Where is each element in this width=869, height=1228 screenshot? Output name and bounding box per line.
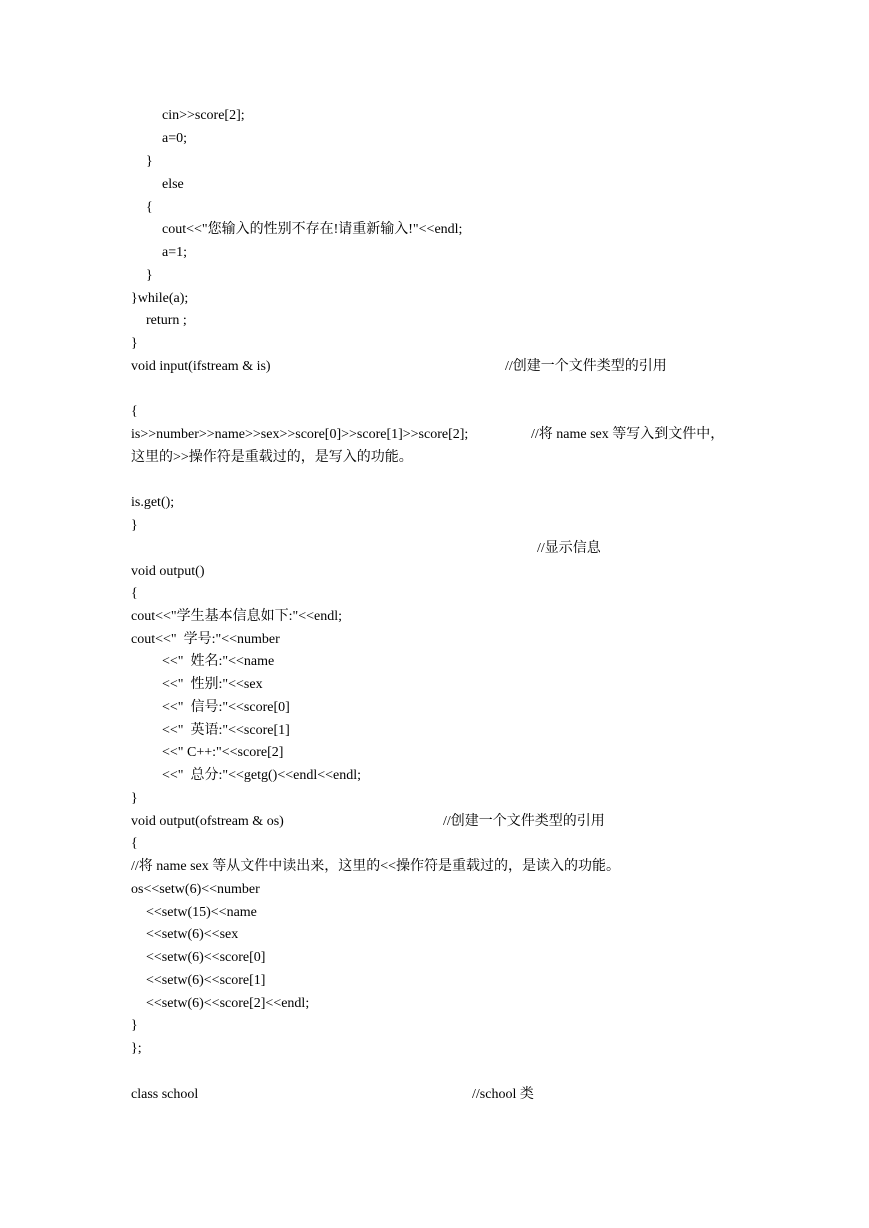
code-line: }; [131, 1041, 142, 1056]
code-comment: //显示信息 [537, 541, 601, 556]
code-line: <<" 性别:"<<sex [162, 677, 263, 692]
code-line: <<setw(15)<<name [146, 905, 257, 920]
code-line: { [131, 404, 138, 419]
code-line: void output() [131, 564, 205, 579]
code-comment: //school 类 [472, 1087, 534, 1102]
code-line: cin>>score[2]; [162, 108, 245, 123]
code-line: class school [131, 1087, 199, 1102]
code-line: return ; [146, 313, 187, 328]
code-line: <<" C++:"<<score[2] [162, 745, 284, 760]
code-line: } [131, 518, 138, 533]
code-line: <<" 英语:"<<score[1] [162, 723, 290, 738]
code-line: else [162, 177, 184, 192]
code-line: a=0; [162, 131, 187, 146]
code-line: os<<setw(6)<<number [131, 882, 260, 897]
code-line: <<" 姓名:"<<name [162, 654, 275, 669]
code-line: { [131, 586, 138, 601]
code-line: <<setw(6)<<score[0] [146, 950, 266, 965]
code-line: cout<<"学生基本信息如下:"<<endl; [131, 609, 342, 624]
code-line: }while(a); [131, 291, 189, 306]
code-line: } [131, 791, 138, 806]
code-line: <<setw(6)<<score[2]<<endl; [146, 996, 310, 1011]
code-line: } [131, 1018, 138, 1033]
code-line: <<" 总分:"<<getg()<<endl<<endl; [162, 768, 362, 783]
code-comment: //将 name sex 等从文件中读出来，这里的<<操作符是重载过的，是读入的功能。 [131, 859, 621, 874]
code-line: } [146, 268, 153, 283]
code-line: is.get(); [131, 495, 175, 510]
code-line: void output(ofstream & os) [131, 814, 284, 829]
code-line: cout<<" 学号:"<<number [131, 632, 280, 647]
code-line: is>>number>>name>>sex>>score[0]>>score[1]>>score[2]; [131, 427, 469, 442]
code-line: } [146, 154, 153, 169]
code-line: } [131, 336, 138, 351]
code-line: { [131, 836, 138, 851]
code-line: <<setw(6)<<sex [146, 927, 239, 942]
code-comment: 这里的>>操作符是重载过的，是写入的功能。 [131, 450, 413, 465]
code-line: <<" 信号:"<<score[0] [162, 700, 290, 715]
code-line: a=1; [162, 245, 187, 260]
code-comment: //创建一个文件类型的引用 [505, 359, 667, 374]
code-line: void input(ifstream & is) [131, 359, 271, 374]
code-line: <<setw(6)<<score[1] [146, 973, 266, 988]
code-comment: //创建一个文件类型的引用 [443, 814, 605, 829]
code-comment: //将 name sex 等写入到文件中， [531, 427, 725, 442]
code-line: { [146, 200, 153, 215]
code-line: cout<<"您输入的性别不存在!请重新输入!"<<endl; [162, 222, 463, 237]
